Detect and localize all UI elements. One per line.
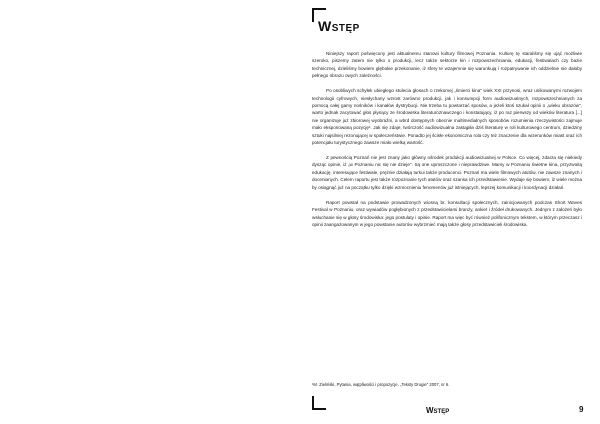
paragraph: Z pewnością Poznań nie jest znany jako główny ośrodek produkcji audiowizualnej w Polsce. Co więcej, zdarza się niekiedy dysząc opinie, iż „w Poznaniu nic się nie dzieje". Są one uproszczone i nieprawdziwe. Mamy w Poznaniu świetne kina, przyzwoitą edukację, interesujące festiwale, prężnie działają turkui także producenci. Poznań ma wiele filmowych atutów, nie zawsze znanych i docenianych. Celem raportu jest także rozpoznanie tych atutów oraz szansa ich przedstawienie. Wydaje się bowiem, iż wiele można by osiągnąć już na początku tylko dzięki wzmocnieniu fenomenów już istniejących, lepszej komunikacji i koordynacji działań. xyxy=(312,155,582,190)
footnote: ¹M. Zieliński, Pytania, wątpliwości i propozycje, „Teksty Drugie" 2007, nr 6. xyxy=(312,382,450,387)
page-number: 9 xyxy=(579,405,584,414)
body-text xyxy=(312,50,582,236)
paragraph: Raport powstał na podstawie prowadzonych wiosną br. konsultacji społecznych, zainicjowanych podczas Short Waves Festival w Poznaniu, oraz wywiadów pogłębionych z przedstawicielami branży, ankiet i źródeł drukowanych. Jednym z założeń było wsłuchanie się w głosy środowiska: jego postulaty i opinie. Raport ma więc być również polifonicznym tekstem, w którym przeczasz i opinii zaangażowanym w jego powstanie autorów wybrzmieć mają także głosy przedstawicieli środowiska. xyxy=(312,199,582,227)
paragraph: Niniejszy raport poświęcony jest aktualnemu stanowi kultury filmowej Poznania. Kulturę tę staraliśmy się ująć możliwie szeroko, piszemy zatem nie tylko o produkcji, lecz także sektorze kin i rozpowszechniania, edukacji, festiwalach czy bazie technicznej, dzieliśmy bowiem głębokie przekonanie, iż sfery te wzajemnie się warunkują i rozpatrywanie ich oddzielnie nie dałoby pełnego obrazu owych zależności. xyxy=(312,51,582,79)
paragraph: Po osobliwych schyłek ubiegłego stulecia głosach o rzekomej „śmierci kina" wiek XXI przynosi, wraz unikowanymi rozwojem technologii cyfrowych, niesłychany wzrost zarówno produkcji, jak i konsumpcji form audiowizualnych, rozpowszechnianych za pomocą całej gamy nośników i kanałów dystrybucji. Nie trzeba tu powtarzać sposów, a jeżeli ktoś szukał opinii o „wieku obrazów", warto jednak zacytować głos płynący ze środowiska literaturoznawczego i konstatujący, iż po raz pierwszy od wieków literatura [...] nie organizuje już zbiorowej wyobraźni, a wbrd dostępnych obecnie multimedialnych sposobów rozumienia rzeczywistości zajmuje mało eksponowaną pozycję¹. Jak się zdaje, twórczość audiowizualna zastąpiła dziś literaturę w roli kulturowego centrum, dziedziny sztuki najsilniej rezonującej w społeczeństwie. Ponadto jej ścisłe ekonomiczna rola czy też znaczenie dla wizerunków miast oraz ich potencjału turystycznego zawsze miało wielką wartość. xyxy=(312,88,582,146)
running-footer-title: Wstęp xyxy=(426,406,450,415)
corner-mark-bottom xyxy=(312,396,326,410)
page-title: Wstęp xyxy=(318,18,360,34)
